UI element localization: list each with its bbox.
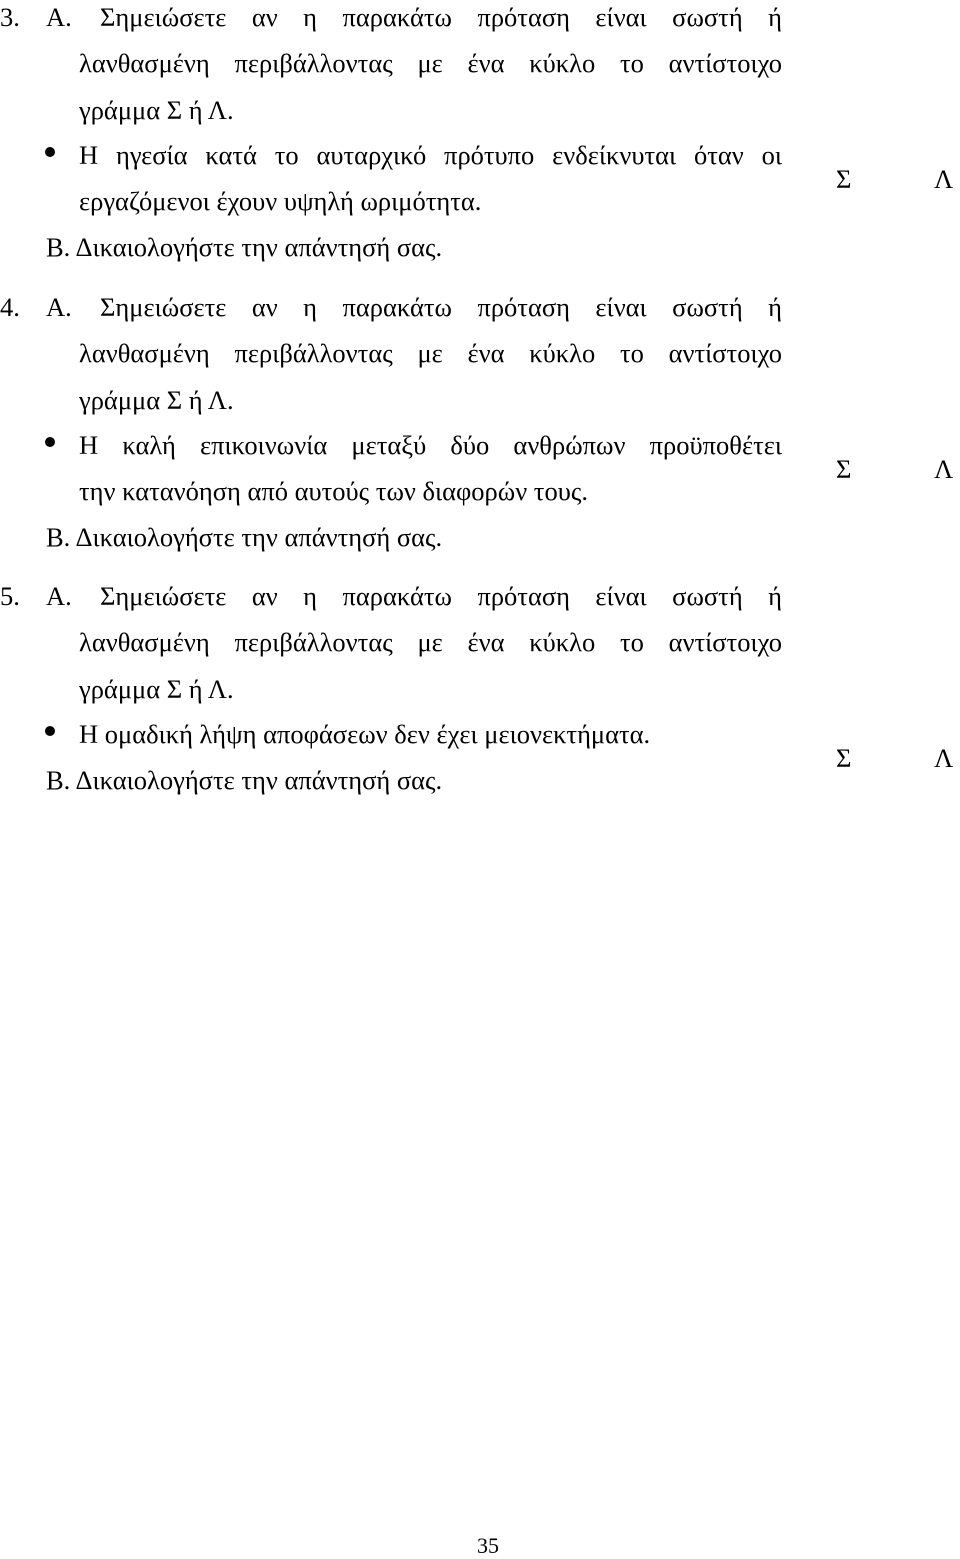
question-number: 3. [0, 2, 20, 32]
prompt-line: λανθασμένη περιβάλλοντας με ένα κύκλο το αντίστοιχο [79, 627, 782, 657]
choice-false[interactable]: Λ [934, 164, 954, 194]
statement-line: Η ηγεσία κατά το αυταρχικό πρότυπο ενδείκνυται όταν οι [79, 140, 782, 170]
bullet-icon [45, 147, 55, 157]
choice-true[interactable]: Σ [836, 743, 852, 773]
choice-true[interactable]: Σ [836, 454, 852, 484]
page-number: 35 [477, 1533, 499, 1558]
choice-false[interactable]: Λ [934, 454, 954, 484]
statement-line: Η ομαδική λήψη αποφάσεων δεν έχει μειονεκτήματα. [79, 719, 651, 749]
part-a-label: Α. [46, 581, 72, 611]
bullet-icon [45, 437, 55, 447]
prompt-line: λανθασμένη περιβάλλοντας με ένα κύκλο το αντίστοιχο [79, 48, 782, 78]
choice-false[interactable]: Λ [934, 743, 954, 773]
statement-line: Η καλή επικοινωνία μεταξύ δύο ανθρώπων προϋποθέτει [79, 430, 782, 460]
prompt-line: Σημειώσετε αν η παρακάτω πρόταση είναι σωστή ή [100, 292, 782, 322]
question-number: 5. [0, 581, 20, 611]
prompt-line: Σημειώσετε αν η παρακάτω πρόταση είναι σωστή ή [100, 2, 782, 32]
part-b-prompt: Β. Δικαιολογήστε την απάντησή σας. [46, 765, 443, 795]
part-a-label: Α. [46, 2, 72, 32]
prompt-line: γράμμα Σ ή Λ. [79, 95, 234, 125]
prompt-line: Σημειώσετε αν η παρακάτω πρόταση είναι σωστή ή [100, 581, 782, 611]
statement-line: την κατανόηση από αυτούς των διαφορών τους. [79, 476, 588, 506]
part-a-label: Α. [46, 292, 72, 322]
prompt-line: γράμμα Σ ή Λ. [79, 674, 234, 704]
bullet-icon [45, 726, 55, 736]
prompt-line: λανθασμένη περιβάλλοντας με ένα κύκλο το αντίστοιχο [79, 338, 782, 368]
prompt-line: γράμμα Σ ή Λ. [79, 385, 234, 415]
choice-true[interactable]: Σ [836, 164, 852, 194]
statement-line: εργαζόμενοι έχουν υψηλή ωριμότητα. [79, 186, 482, 216]
question-number: 4. [0, 292, 20, 322]
part-b-prompt: Β. Δικαιολογήστε την απάντησή σας. [46, 232, 443, 262]
part-b-prompt: Β. Δικαιολογήστε την απάντησή σας. [46, 522, 443, 552]
